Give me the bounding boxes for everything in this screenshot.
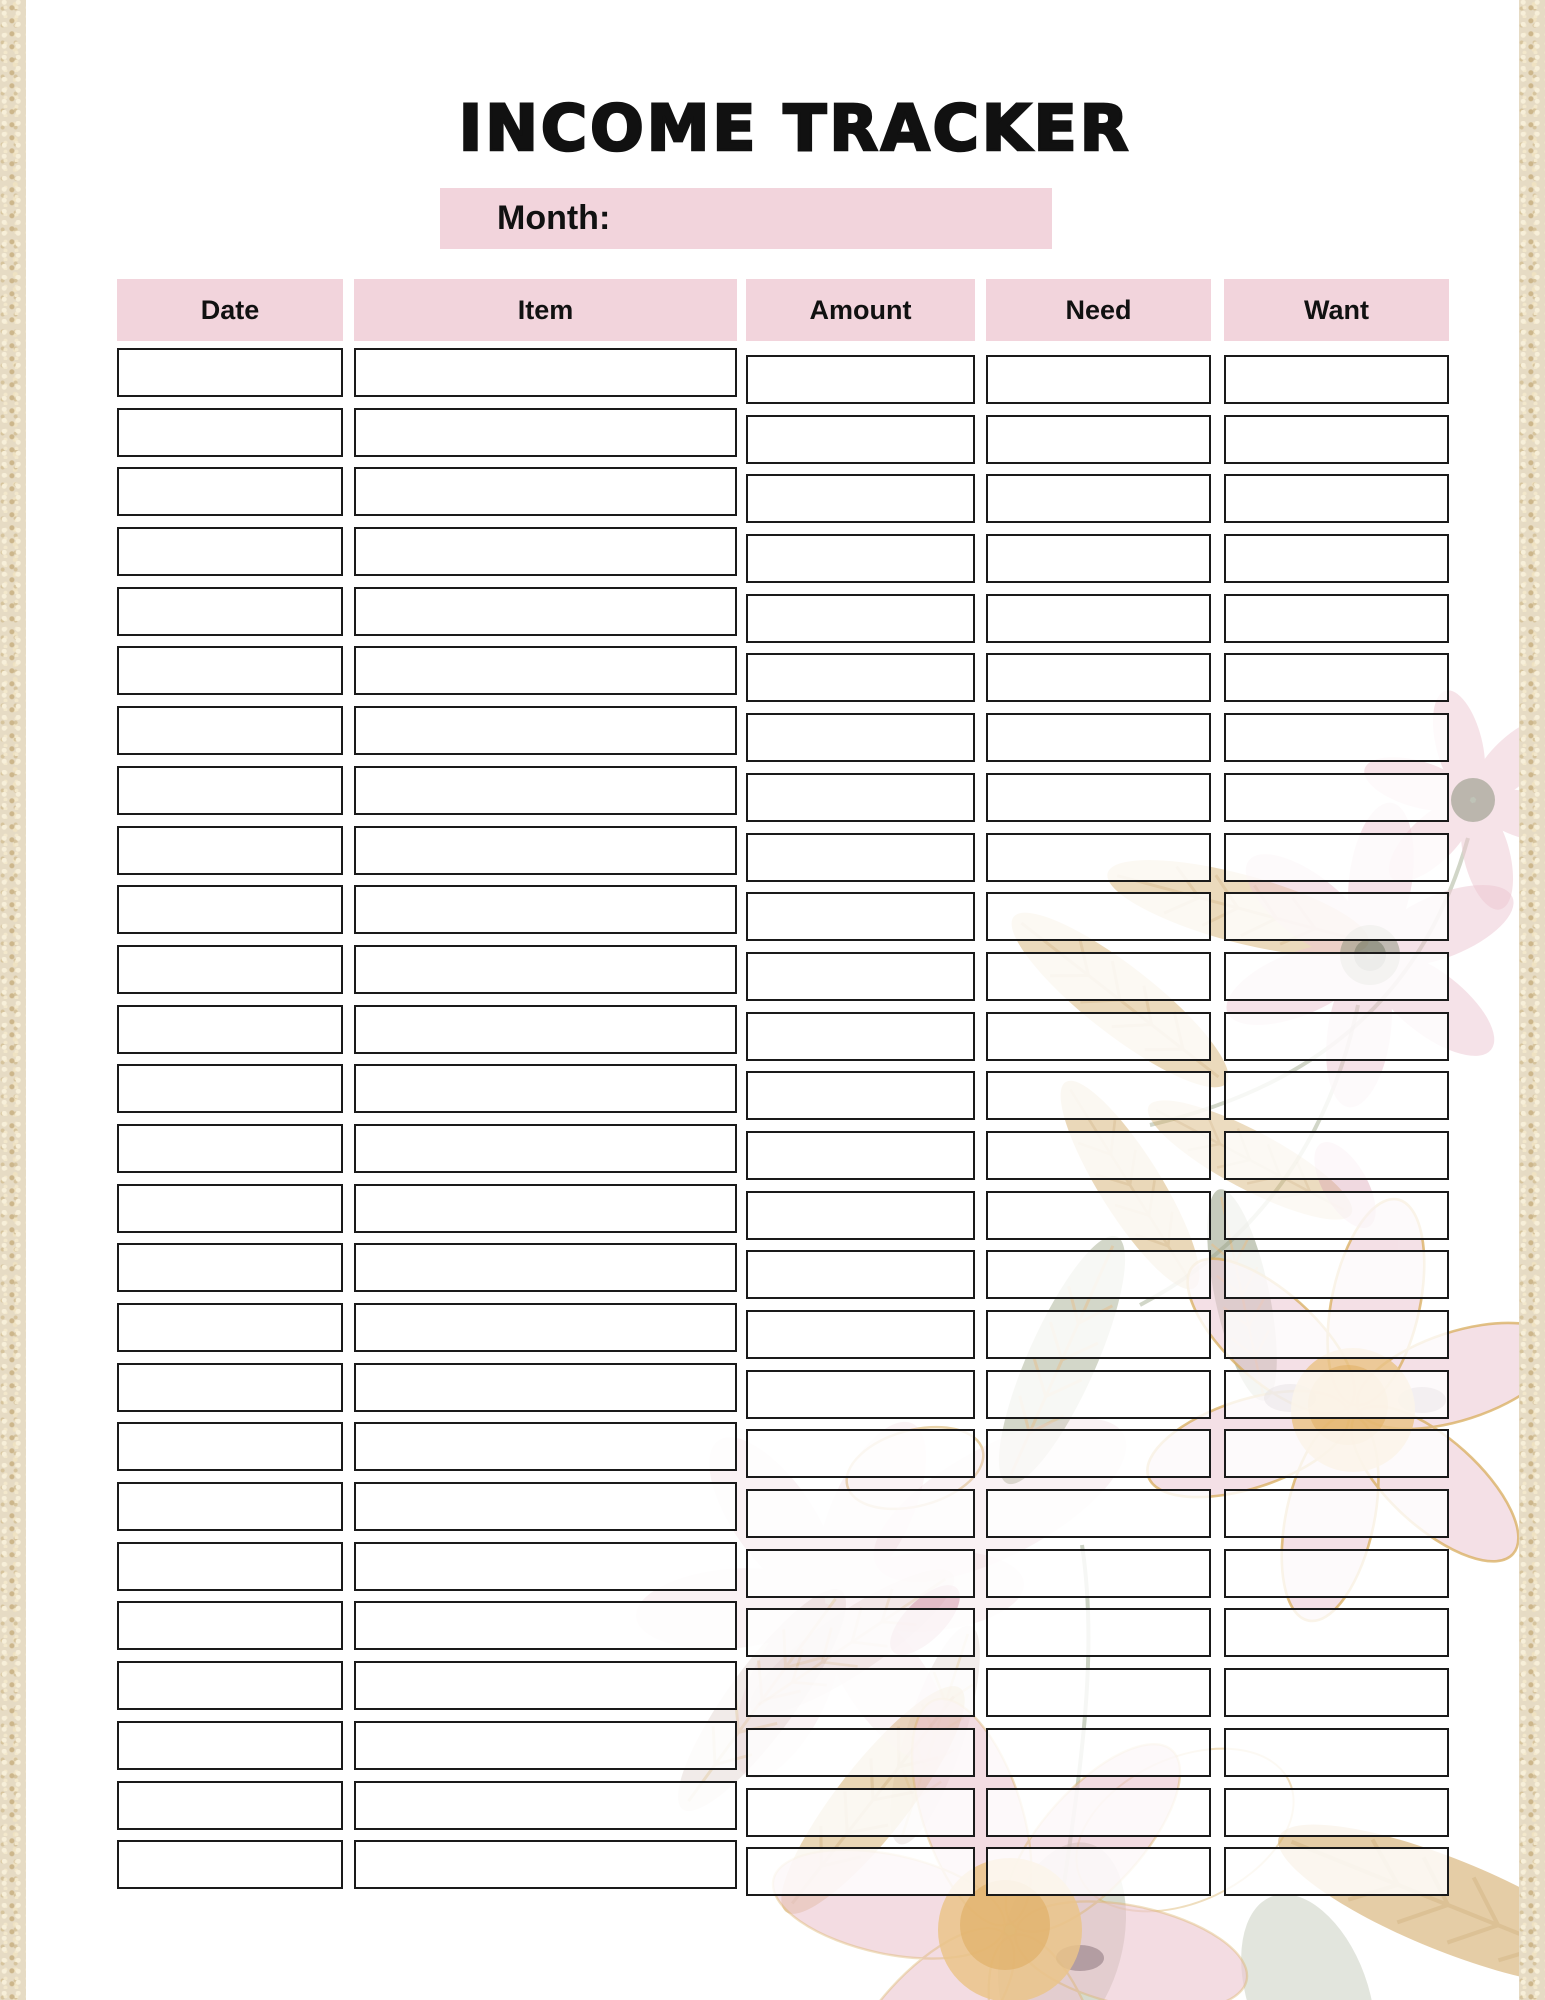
column-header-date: Date xyxy=(117,279,343,341)
cell-amount-row-11[interactable] xyxy=(746,952,975,1001)
cell-need-row-11[interactable] xyxy=(986,952,1211,1001)
cell-amount-row-8[interactable] xyxy=(746,773,975,822)
cell-date-row-26[interactable] xyxy=(117,1840,343,1889)
cell-date-row-20[interactable] xyxy=(117,1482,343,1531)
cell-date-row-4[interactable] xyxy=(117,527,343,576)
cell-need-row-15[interactable] xyxy=(986,1191,1211,1240)
cell-date-row-15[interactable] xyxy=(117,1184,343,1233)
cell-item-row-2[interactable] xyxy=(354,408,737,457)
cell-amount-row-7[interactable] xyxy=(746,713,975,762)
cell-need-row-25[interactable] xyxy=(986,1788,1211,1837)
month-label: Month: xyxy=(497,199,611,237)
cell-item-row-3[interactable] xyxy=(354,467,737,516)
cell-want-row-22[interactable] xyxy=(1224,1608,1449,1657)
month-input[interactable] xyxy=(610,188,1052,249)
page-title: INCOME TRACKER xyxy=(458,92,1132,165)
cell-need-row-26[interactable] xyxy=(986,1847,1211,1896)
cell-item-row-25[interactable] xyxy=(354,1781,737,1830)
cell-want-row-20[interactable] xyxy=(1224,1489,1449,1538)
month-bar xyxy=(440,188,1052,249)
cell-item-row-13[interactable] xyxy=(354,1064,737,1113)
cell-need-row-14[interactable] xyxy=(986,1131,1211,1180)
cell-need-row-10[interactable] xyxy=(986,892,1211,941)
cell-want-row-18[interactable] xyxy=(1224,1370,1449,1419)
cell-item-row-21[interactable] xyxy=(354,1542,737,1591)
column-header-want: Want xyxy=(1224,279,1449,341)
cell-want-row-13[interactable] xyxy=(1224,1071,1449,1120)
cell-amount-row-15[interactable] xyxy=(746,1191,975,1240)
cell-want-row-23[interactable] xyxy=(1224,1668,1449,1717)
cell-need-row-19[interactable] xyxy=(986,1429,1211,1478)
cell-want-row-5[interactable] xyxy=(1224,594,1449,643)
cell-amount-row-17[interactable] xyxy=(746,1310,975,1359)
cell-date-row-24[interactable] xyxy=(117,1721,343,1770)
cell-date-row-3[interactable] xyxy=(117,467,343,516)
cell-need-row-20[interactable] xyxy=(986,1489,1211,1538)
cell-item-row-17[interactable] xyxy=(354,1303,737,1352)
cell-item-row-22[interactable] xyxy=(354,1601,737,1650)
cell-date-row-5[interactable] xyxy=(117,587,343,636)
cell-need-row-16[interactable] xyxy=(986,1250,1211,1299)
column-need xyxy=(986,355,1211,1896)
cell-date-row-23[interactable] xyxy=(117,1661,343,1710)
cell-item-row-5[interactable] xyxy=(354,587,737,636)
cell-date-row-19[interactable] xyxy=(117,1422,343,1471)
cell-need-row-22[interactable] xyxy=(986,1608,1211,1657)
cell-date-row-14[interactable] xyxy=(117,1124,343,1173)
cell-want-row-11[interactable] xyxy=(1224,952,1449,1001)
cell-amount-row-13[interactable] xyxy=(746,1071,975,1120)
cell-amount-row-10[interactable] xyxy=(746,892,975,941)
cell-amount-row-4[interactable] xyxy=(746,534,975,583)
cell-want-row-14[interactable] xyxy=(1224,1131,1449,1180)
cell-date-row-21[interactable] xyxy=(117,1542,343,1591)
cell-item-row-8[interactable] xyxy=(354,766,737,815)
cell-need-row-23[interactable] xyxy=(986,1668,1211,1717)
cell-item-row-24[interactable] xyxy=(354,1721,737,1770)
cell-date-row-1[interactable] xyxy=(117,348,343,397)
cell-want-row-19[interactable] xyxy=(1224,1429,1449,1478)
cell-item-row-6[interactable] xyxy=(354,646,737,695)
cell-amount-row-23[interactable] xyxy=(746,1668,975,1717)
cell-item-row-16[interactable] xyxy=(354,1243,737,1292)
cell-item-row-14[interactable] xyxy=(354,1124,737,1173)
cell-need-row-7[interactable] xyxy=(986,713,1211,762)
cell-date-row-13[interactable] xyxy=(117,1064,343,1113)
cell-want-row-1[interactable] xyxy=(1224,355,1449,404)
cell-date-row-7[interactable] xyxy=(117,706,343,755)
cell-amount-row-19[interactable] xyxy=(746,1429,975,1478)
column-item xyxy=(354,348,737,1889)
cell-need-row-2[interactable] xyxy=(986,415,1211,464)
cell-want-row-6[interactable] xyxy=(1224,653,1449,702)
cell-amount-row-21[interactable] xyxy=(746,1549,975,1598)
cell-want-row-17[interactable] xyxy=(1224,1310,1449,1359)
cell-item-row-4[interactable] xyxy=(354,527,737,576)
cell-date-row-8[interactable] xyxy=(117,766,343,815)
cell-item-row-10[interactable] xyxy=(354,885,737,934)
cell-amount-row-24[interactable] xyxy=(746,1728,975,1777)
cell-item-row-9[interactable] xyxy=(354,826,737,875)
column-header-need: Need xyxy=(986,279,1211,341)
column-date xyxy=(117,348,343,1889)
cell-want-row-9[interactable] xyxy=(1224,833,1449,882)
cell-want-row-3[interactable] xyxy=(1224,474,1449,523)
column-header-item: Item xyxy=(354,279,737,341)
cell-item-row-12[interactable] xyxy=(354,1005,737,1054)
cell-want-row-4[interactable] xyxy=(1224,534,1449,583)
cell-need-row-3[interactable] xyxy=(986,474,1211,523)
cell-amount-row-16[interactable] xyxy=(746,1250,975,1299)
cell-item-row-20[interactable] xyxy=(354,1482,737,1531)
column-want xyxy=(1224,355,1449,1896)
cell-want-row-24[interactable] xyxy=(1224,1728,1449,1777)
cell-item-row-11[interactable] xyxy=(354,945,737,994)
cell-date-row-25[interactable] xyxy=(117,1781,343,1830)
cell-item-row-7[interactable] xyxy=(354,706,737,755)
cell-want-row-10[interactable] xyxy=(1224,892,1449,941)
cell-amount-row-1[interactable] xyxy=(746,355,975,404)
cell-amount-row-3[interactable] xyxy=(746,474,975,523)
cell-amount-row-14[interactable] xyxy=(746,1131,975,1180)
cell-need-row-5[interactable] xyxy=(986,594,1211,643)
glitter-border-left xyxy=(0,0,26,2000)
cell-want-row-25[interactable] xyxy=(1224,1788,1449,1837)
cell-item-row-23[interactable] xyxy=(354,1661,737,1710)
cell-amount-row-6[interactable] xyxy=(746,653,975,702)
cell-amount-row-18[interactable] xyxy=(746,1370,975,1419)
cell-want-row-12[interactable] xyxy=(1224,1012,1449,1061)
cell-amount-row-9[interactable] xyxy=(746,833,975,882)
cell-item-row-26[interactable] xyxy=(354,1840,737,1889)
cell-amount-row-2[interactable] xyxy=(746,415,975,464)
cell-need-row-24[interactable] xyxy=(986,1728,1211,1777)
cell-date-row-11[interactable] xyxy=(117,945,343,994)
cell-date-row-6[interactable] xyxy=(117,646,343,695)
cell-need-row-8[interactable] xyxy=(986,773,1211,822)
cell-item-row-19[interactable] xyxy=(354,1422,737,1471)
cell-date-row-10[interactable] xyxy=(117,885,343,934)
cell-need-row-21[interactable] xyxy=(986,1549,1211,1598)
cell-date-row-12[interactable] xyxy=(117,1005,343,1054)
column-header-amount: Amount xyxy=(746,279,975,341)
cell-item-row-18[interactable] xyxy=(354,1363,737,1412)
cell-want-row-21[interactable] xyxy=(1224,1549,1449,1598)
cell-need-row-18[interactable] xyxy=(986,1370,1211,1419)
column-amount xyxy=(746,355,975,1896)
cell-want-row-7[interactable] xyxy=(1224,713,1449,762)
cell-date-row-2[interactable] xyxy=(117,408,343,457)
cell-date-row-9[interactable] xyxy=(117,826,343,875)
cell-amount-row-22[interactable] xyxy=(746,1608,975,1657)
cell-want-row-8[interactable] xyxy=(1224,773,1449,822)
cell-amount-row-5[interactable] xyxy=(746,594,975,643)
cell-amount-row-12[interactable] xyxy=(746,1012,975,1061)
cell-need-row-1[interactable] xyxy=(986,355,1211,404)
cell-item-row-15[interactable] xyxy=(354,1184,737,1233)
cell-amount-row-26[interactable] xyxy=(746,1847,975,1896)
cell-want-row-26[interactable] xyxy=(1224,1847,1449,1896)
cell-want-row-15[interactable] xyxy=(1224,1191,1449,1240)
cell-want-row-16[interactable] xyxy=(1224,1250,1449,1299)
cell-date-row-17[interactable] xyxy=(117,1303,343,1352)
cell-item-row-1[interactable] xyxy=(354,348,737,397)
cell-need-row-17[interactable] xyxy=(986,1310,1211,1359)
cell-need-row-12[interactable] xyxy=(986,1012,1211,1061)
glitter-border-right xyxy=(1519,0,1545,2000)
cell-need-row-4[interactable] xyxy=(986,534,1211,583)
cell-want-row-2[interactable] xyxy=(1224,415,1449,464)
cell-need-row-6[interactable] xyxy=(986,653,1211,702)
cell-amount-row-20[interactable] xyxy=(746,1489,975,1538)
cell-need-row-13[interactable] xyxy=(986,1071,1211,1120)
cell-amount-row-25[interactable] xyxy=(746,1788,975,1837)
cell-date-row-22[interactable] xyxy=(117,1601,343,1650)
cell-date-row-16[interactable] xyxy=(117,1243,343,1292)
cell-date-row-18[interactable] xyxy=(117,1363,343,1412)
cell-need-row-9[interactable] xyxy=(986,833,1211,882)
